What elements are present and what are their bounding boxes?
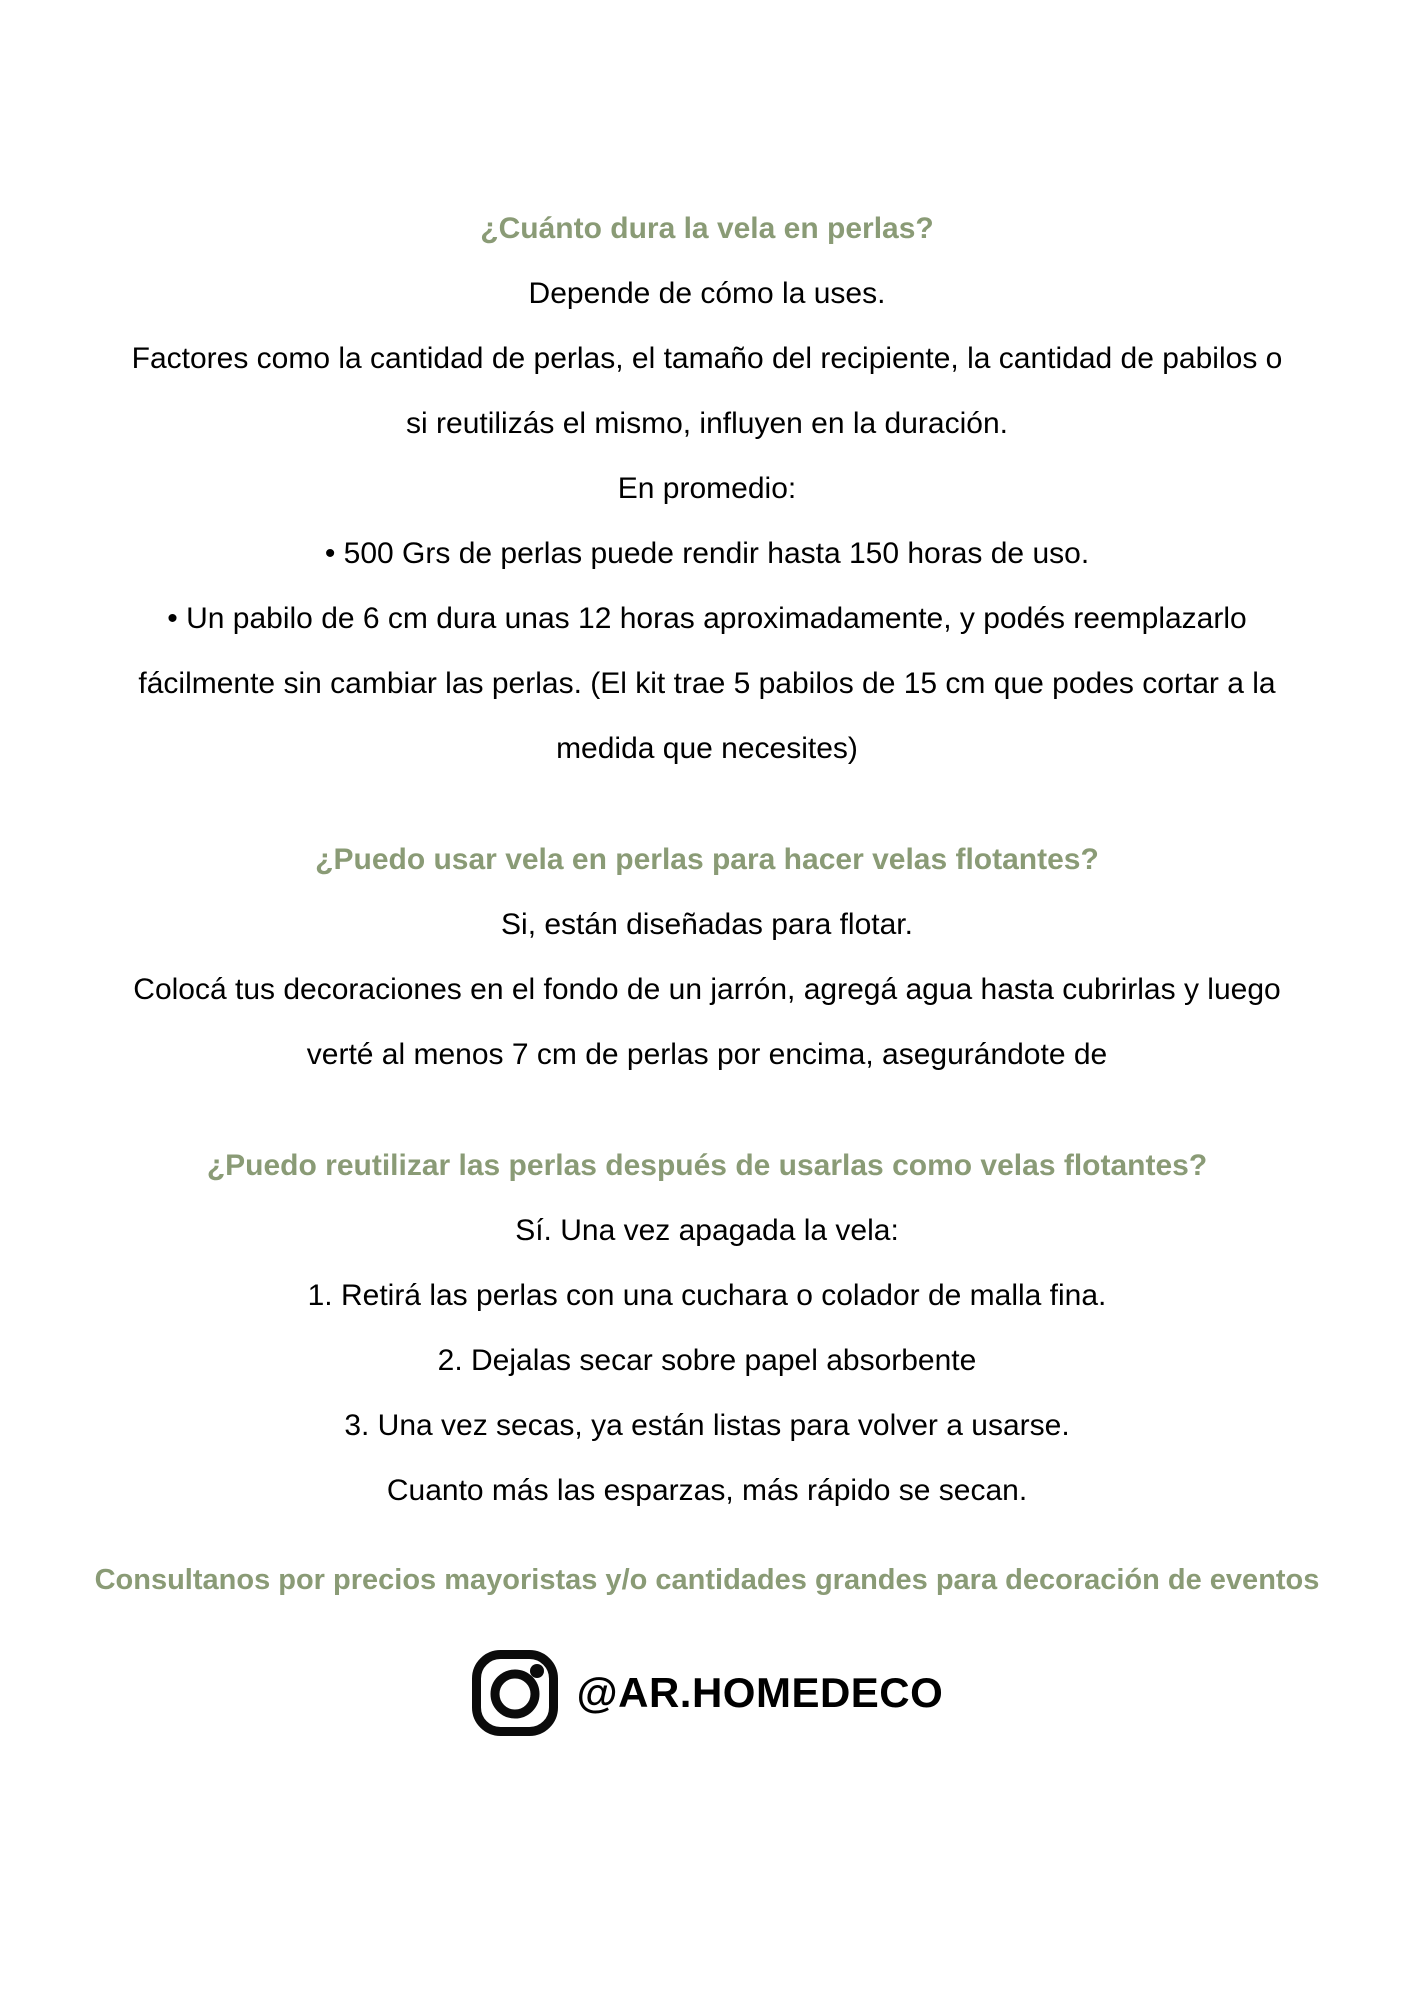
faq-question: ¿Puedo usar vela en perlas para hacer velas flotantes? — [315, 843, 1099, 876]
faq-line: verté al menos 7 cm de perlas por encima, asegurándote de — [306, 1038, 1108, 1071]
faq-line: Sí. Una vez apagada la vela: — [515, 1214, 899, 1247]
faq-numbered-line: 3. Una vez secas, ya están listas para volver a usarse. — [344, 1409, 1070, 1442]
faq-line: Factores como la cantidad de perlas, el tamaño del recipiente, la cantidad de pabilos o — [131, 342, 1283, 375]
wholesale-note: Consultanos por precios mayoristas y/o cantidades grandes para decoración de eventos — [94, 1564, 1320, 1596]
faq-section-floating — [0, 827, 1414, 1087]
faq-line: si reutilizás el mismo, influyen en la duración. — [406, 407, 1008, 440]
instagram-row — [0, 1649, 1414, 1737]
faq-line: medida que necesites) — [556, 732, 858, 765]
faq-line: Cuanto más las esparzas, más rápido se secan. — [386, 1474, 1028, 1507]
faq-section-reuse — [0, 1133, 1414, 1523]
faq-numbered-line: 1. Retirá las perlas con una cuchara o colador de malla fina. — [307, 1279, 1107, 1312]
faq-line: Colocá tus decoraciones en el fondo de un jarrón, agregá agua hasta cubrirlas y luego — [133, 973, 1281, 1006]
faq-section-duration — [0, 196, 1414, 781]
faq-question: ¿Cuánto dura la vela en perlas? — [480, 212, 934, 245]
instagram-handle: @AR.HOMEDECO — [576, 1669, 944, 1716]
faq-bullet-line: • 500 Grs de perlas puede rendir hasta 150 horas de uso. — [324, 537, 1090, 570]
faq-line: fácilmente sin cambiar las perlas. (El kit trae 5 pabilos de 15 cm que podes cortar a la — [138, 667, 1276, 700]
faq-line: En promedio: — [617, 472, 797, 505]
faq-line: Depende de cómo la uses. — [528, 277, 886, 310]
faq-line: Si, están diseñadas para flotar. — [501, 908, 913, 941]
faq-bullet-line: • Un pabilo de 6 cm dura unas 12 horas aproximadamente, y podés reemplazarlo — [167, 602, 1247, 635]
faq-question: ¿Puedo reutilizar las perlas después de usarlas como velas flotantes? — [206, 1149, 1208, 1182]
instagram-icon — [471, 1649, 559, 1737]
faq-numbered-line: 2. Dejalas secar sobre papel absorbente — [437, 1344, 977, 1377]
